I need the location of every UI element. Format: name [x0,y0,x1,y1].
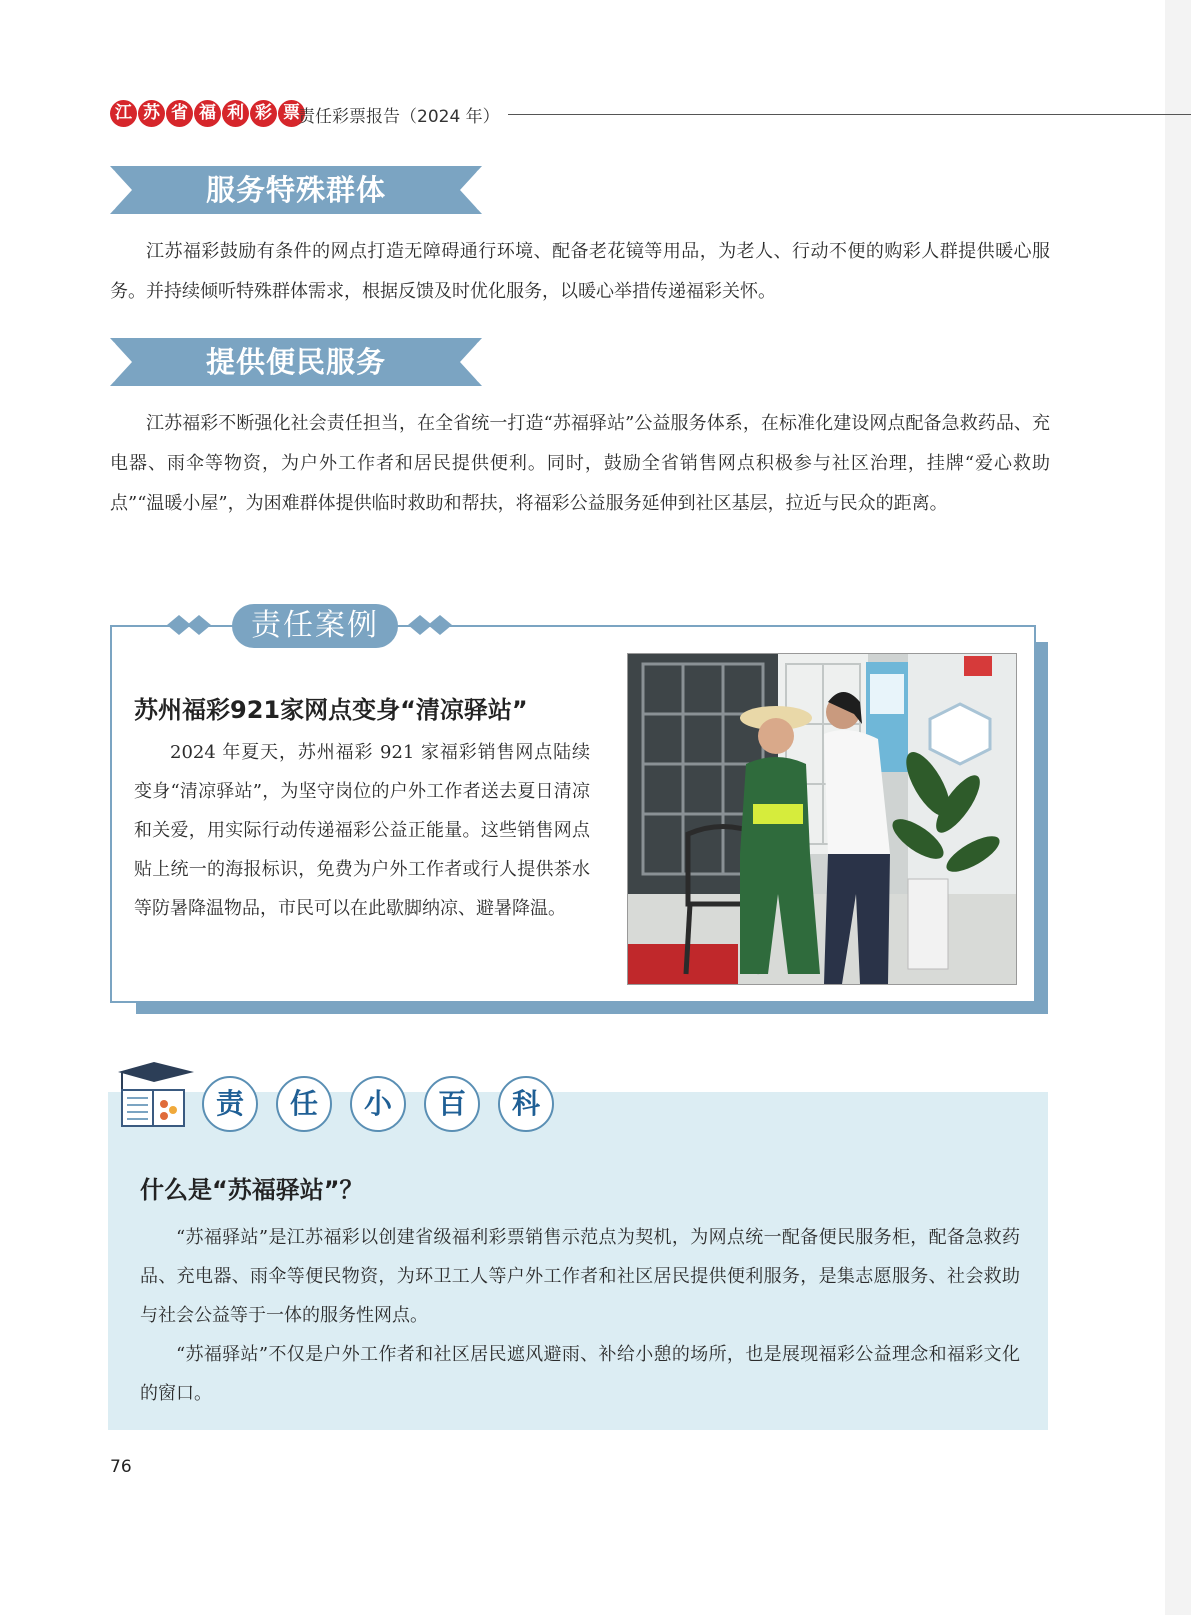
brand-char: 江 [110,100,137,127]
encyclopedia-paragraph: “苏福驿站”是江苏福彩以创建省级福利彩票销售示范点为契机，为网点统一配备便民服务柜，配备急救药品、充电器、雨伞等便民物资，为环卫工人等户外工作者和社区居民提供便利服务，是集志愿服务、社会救助与社会公益等于一体的服务性网点。 [140,1227,1020,1326]
page-number: 76 [110,1457,132,1477]
case-paragraph: 2024 年夏天，苏州福彩 921 家福彩销售网点陆续变身“清凉驿站”，为坚守岗位的户外工作者送去夏日清凉和关爱，用实际行动传递福彩公益正能量。这些销售网点贴上统一的海报标识，免费为户外工作者或行人提供茶水等防暑降温物品，市民可以在此歇脚纳凉、避暑降温。 [134,742,590,919]
graduation-book-icon [114,1062,196,1130]
brand-logo [110,100,305,127]
case-tab-label: 责任案例 [232,604,398,648]
encyclopedia-question: 什么是“苏福驿站”？ [140,1176,364,1204]
brand-char: 票 [278,100,305,127]
section-paragraph: 江苏福彩不断强化社会责任担当，在全省统一打造“苏福驿站”公益服务体系，在标准化建设网点配备急救药品、充电器、雨伞等物资，为户外工作者和居民提供便利。同时，鼓励全省销售网点积极参与社区治理，挂牌“爱心救助点”“温暖小屋”，为困难群体提供临时救助和帮扶，将福彩公益服务延伸到社区基层，拉近与民众的距离。 [110,413,1050,514]
diamond-ornament-icon [165,612,221,638]
case-title: 苏州福彩921家网点变身“清凉驿站” [134,696,528,724]
brand-char: 苏 [138,100,165,127]
title-circle: 科 [498,1076,554,1132]
page-edge-strip [1165,0,1191,1615]
header-rule [508,114,1191,115]
title-circle: 小 [350,1076,406,1132]
brand-char: 利 [222,100,249,127]
section-title: 服务特殊群体 [205,173,386,207]
section-title: 提供便民服务 [205,345,386,379]
section-banner-convenience [110,338,482,386]
encyclopedia-paragraph: “苏福驿站”不仅是户外工作者和社区居民遮风避雨、补给小憩的场所，也是展现福彩公益理念和福彩文化的窗口。 [140,1344,1020,1404]
diamond-ornament-icon [406,612,462,638]
brand-char: 省 [166,100,193,127]
brand-char: 福 [194,100,221,127]
brand-char: 彩 [250,100,277,127]
case-photo [627,653,1017,985]
report-title: 责任彩票报告（2024 年） [298,107,500,127]
encyclopedia-title [202,1076,554,1132]
photo-scene-icon [628,654,1016,984]
title-circle: 任 [276,1076,332,1132]
title-circle: 百 [424,1076,480,1132]
title-circle: 责 [202,1076,258,1132]
section-paragraph: 江苏福彩鼓励有条件的网点打造无障碍通行环境、配备老花镜等用品，为老人、行动不便的购彩人群提供暖心服务。并持续倾听特殊群体需求，根据反馈及时优化服务，以暖心举措传递福彩关怀。 [110,241,1050,302]
section-banner-special-groups [110,166,482,214]
page-header [110,100,1191,132]
